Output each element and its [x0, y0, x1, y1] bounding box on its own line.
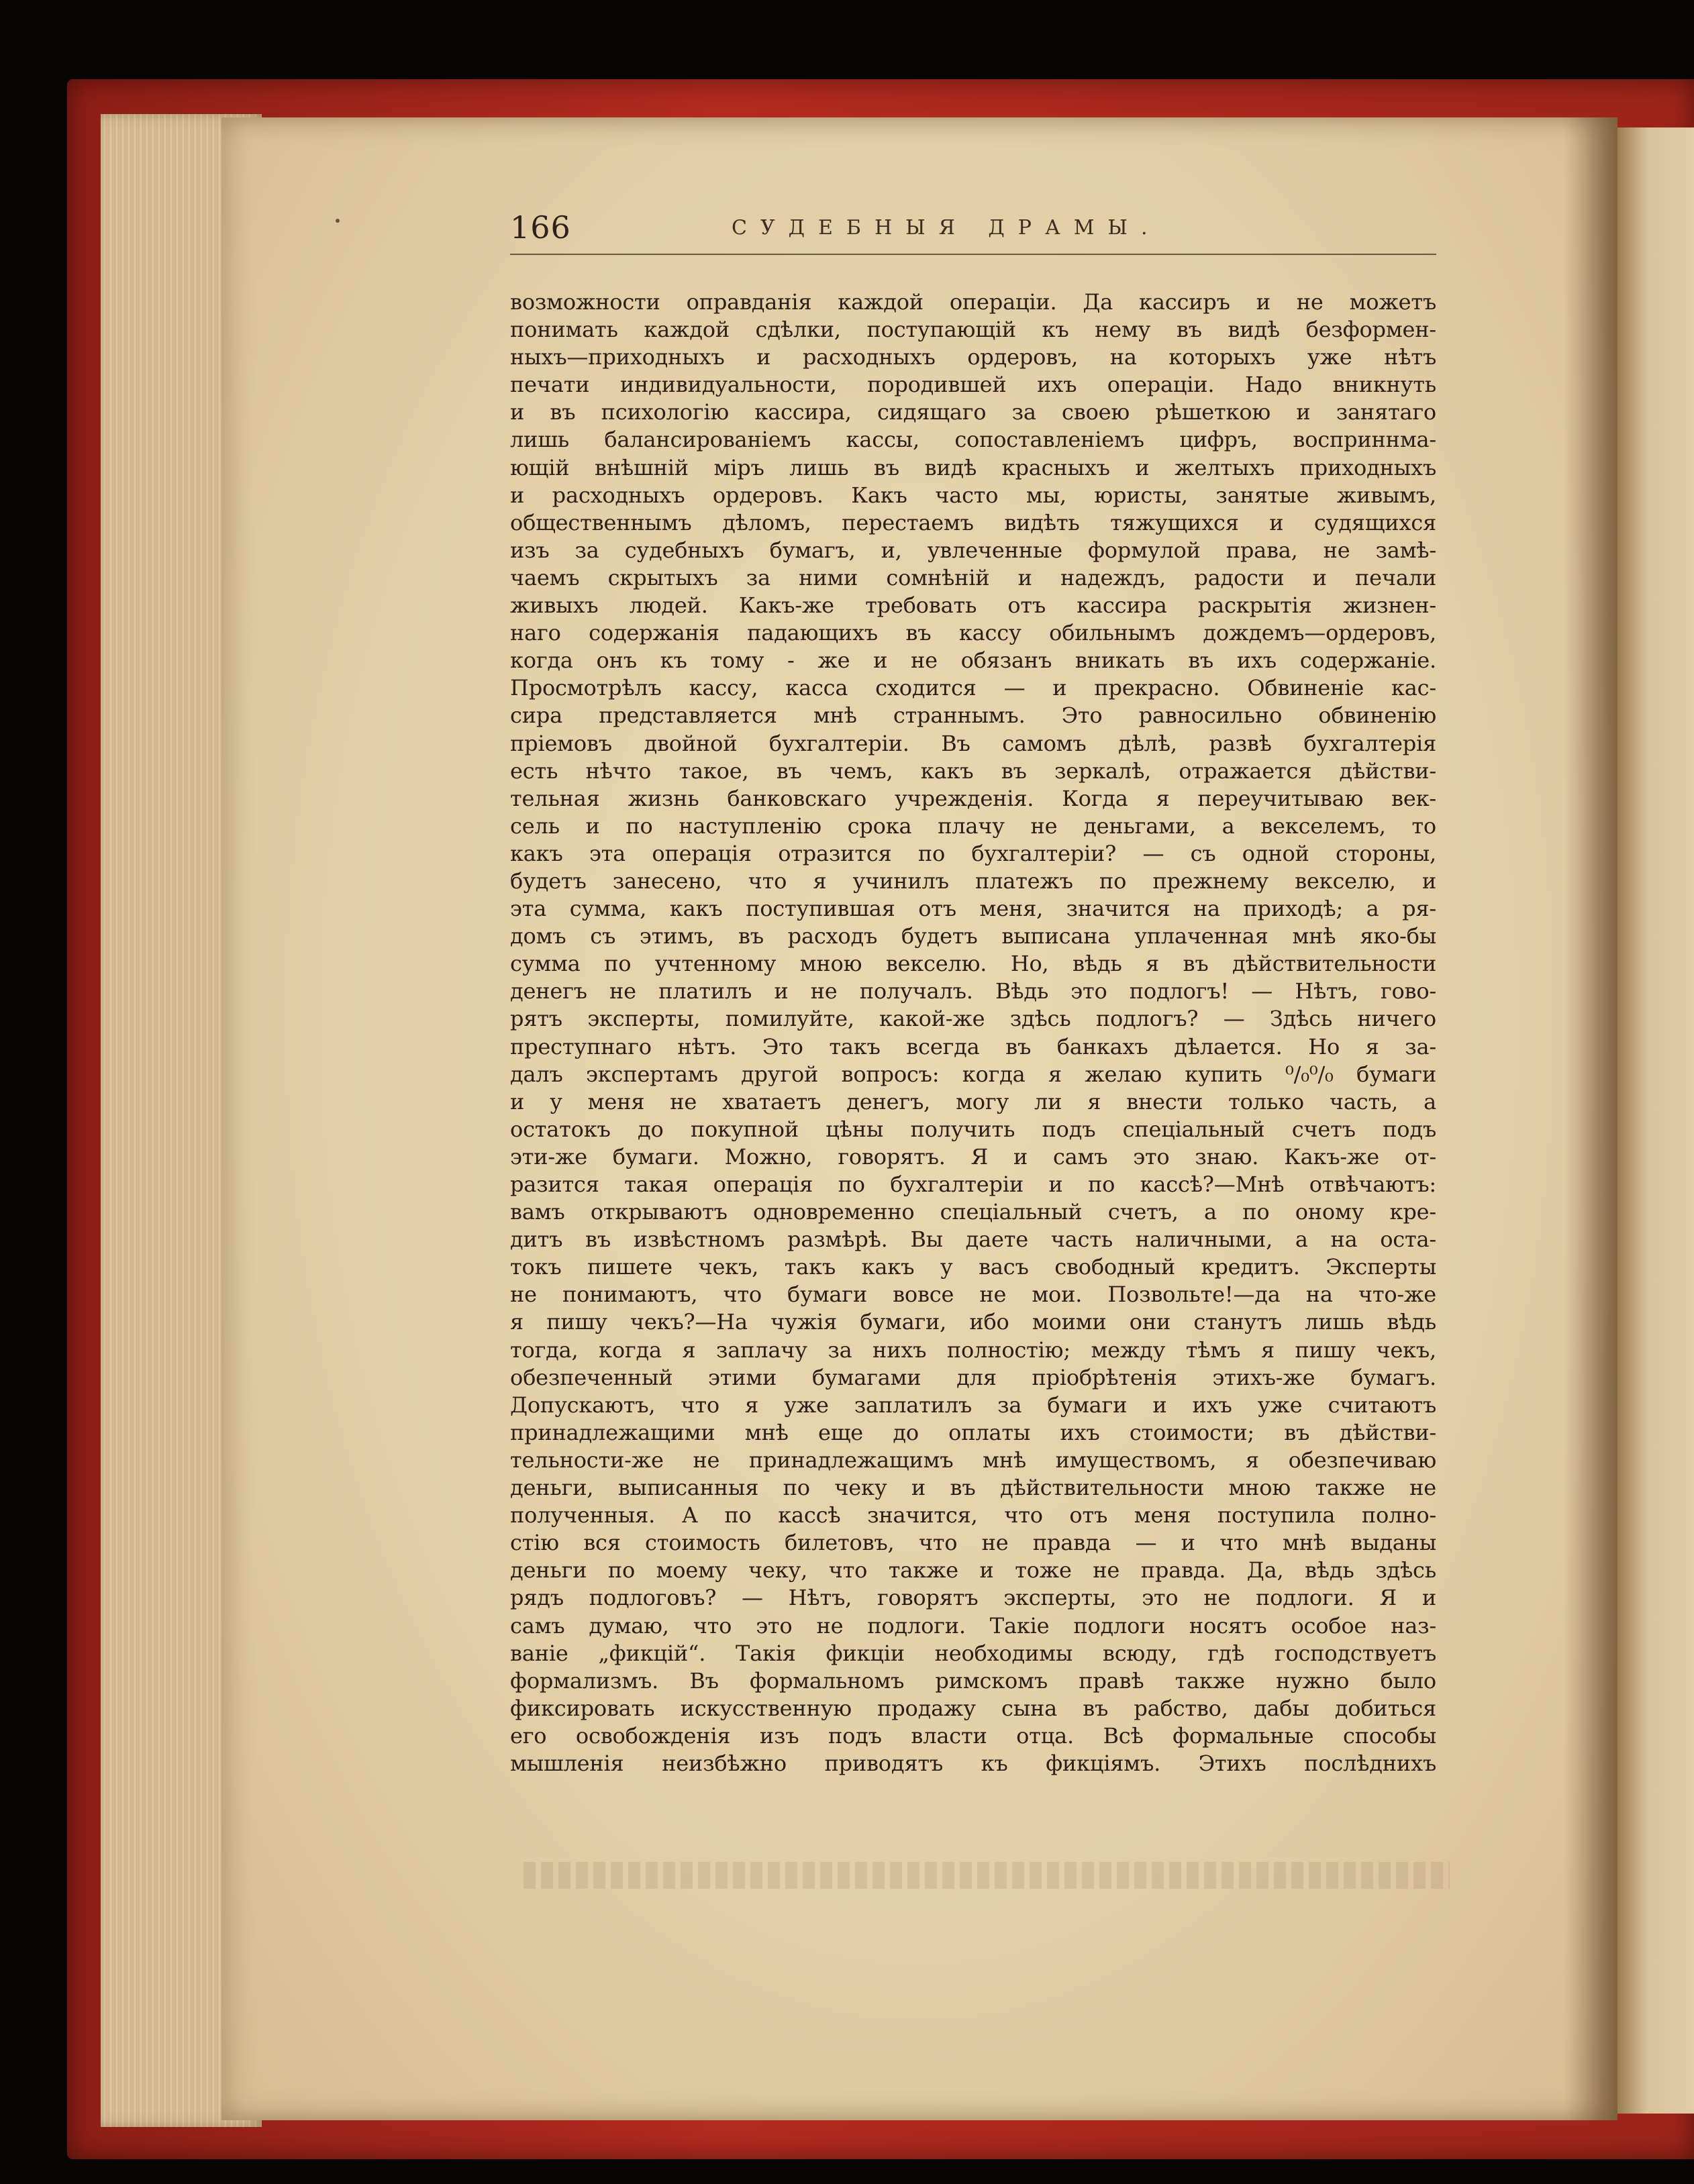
text-line: я пишу чекъ?—На чужія бумаги, ибо моими они станутъ лишь вѣдь [510, 1309, 1436, 1335]
text-line: тельности-же не принадлежащимъ мнѣ имуществомъ, я обезпечиваю [510, 1447, 1436, 1473]
text-line: лишь балансированіемъ кассы, сопоставленіемъ цифръ, восприннма- [510, 427, 1436, 453]
text-line: пріемовъ двойной бухгалтеріи. Въ самомъ дѣлѣ, развѣ бухгалтерія [510, 730, 1436, 756]
text-line: Просмотрѣлъ кассу, касса сходится — и прекрасно. Обвиненіе кас- [510, 675, 1436, 701]
header-rule [510, 254, 1436, 255]
text-line: домъ съ этимъ, въ расходъ будетъ выписана уплаченная мнѣ яко-бы [510, 923, 1436, 949]
text-line: остатокъ до покупной цѣны получить подъ спеціальный счетъ подъ [510, 1116, 1436, 1142]
page-number: 166 [510, 209, 571, 246]
text-line: разится такая операція по бухгалтеріи и по кассѣ?—Мнѣ отвѣчаютъ: [510, 1172, 1436, 1197]
text-line: печати индивидуальности, породившей ихъ операціи. Надо вникнуть [510, 372, 1436, 398]
text-line: преступнаго нѣтъ. Это такъ всегда въ банкахъ дѣлается. Но я за- [510, 1033, 1436, 1059]
text-line: изъ за судебныхъ бумагъ, и, увлеченные формулой права, не замѣ- [510, 537, 1436, 563]
text-line: рятъ эксперты, помилуйте, какой-же здѣсь подлогъ? — Здѣсь ничего [510, 1006, 1436, 1032]
facing-page-edge [1617, 127, 1694, 2114]
text-line: чаемъ скрытыхъ за ними сомнѣній и надеждъ, радости и печали [510, 564, 1436, 590]
text-line: сира представляется мнѣ страннымъ. Это равносильно обвиненію [510, 703, 1436, 729]
text-line: дитъ въ извѣстномъ размѣрѣ. Вы даете часть наличными, а на оста- [510, 1227, 1436, 1253]
text-line: и въ психологію кассира, сидящаго за своею рѣшеткою и занятаго [510, 399, 1436, 425]
text-line: Допускаютъ, что я уже заплатилъ за бумаги и ихъ уже считаютъ [510, 1392, 1436, 1418]
body-text [510, 289, 1436, 1777]
text-line: вамъ открываютъ одновременно спеціальный счетъ, а по оному кре- [510, 1199, 1436, 1225]
text-line: живыхъ людей. Какъ-же требовать отъ кассира раскрытія жизнен- [510, 592, 1436, 619]
text-line: деньги по моему чеку, что также и тоже не правда. Да, вѣдь здѣсь [510, 1557, 1436, 1583]
show-through-text [524, 1862, 1450, 1889]
text-line: эта сумма, какъ поступившая отъ меня, значится на приходѣ; а ря- [510, 896, 1436, 922]
text-line: и расходныхъ ордеровъ. Какъ часто мы, юристы, занятые живымъ, [510, 482, 1436, 508]
running-head [510, 209, 1436, 250]
text-line: его освобожденія изъ подъ власти отца. Всѣ формальные способы [510, 1722, 1436, 1749]
text-line: наго содержанія падающихъ въ кассу обильнымъ дождемъ—ордеровъ, [510, 620, 1436, 646]
text-line: возможности оправданія каждой операціи. Да кассиръ и не можетъ [510, 289, 1436, 315]
text-line: ныхъ—приходныхъ и расходныхъ ордеровъ, на которыхъ уже нѣтъ [510, 344, 1436, 370]
text-line: тельная жизнь банковскаго учрежденія. Когда я переучитываю век- [510, 785, 1436, 811]
text-line: токъ пишете чекъ, такъ какъ у васъ свободный кредитъ. Эксперты [510, 1254, 1436, 1280]
text-line: когда онъ къ тому - же и не обязанъ вникать въ ихъ содержаніе. [510, 647, 1436, 674]
text-line: самъ думаю, что это не подлоги. Такіе подлоги носятъ особое наз- [510, 1612, 1436, 1639]
page-speck [336, 219, 340, 223]
text-line: принадлежащими мнѣ еще до оплаты ихъ стоимости; въ дѣйстви- [510, 1419, 1436, 1445]
page-gutter-shadow [1564, 117, 1617, 2120]
text-line: деньги, выписанныя по чеку и въ дѣйствительности мною также не [510, 1475, 1436, 1501]
text-line: не понимаютъ, что бумаги вовсе не мои. Позвольте!—да на что-же [510, 1282, 1436, 1308]
text-line: стію вся стоимость билетовъ, что не правда — и что мнѣ выданы [510, 1530, 1436, 1556]
running-title: СУДЕБНЫЯ ДРАМЫ. [732, 216, 1161, 240]
text-line: будетъ занесено, что я учинилъ платежъ по прежнему векселю, и [510, 868, 1436, 894]
text-line: понимать каждой сдѣлки, поступающій къ нему въ видѣ безформен- [510, 317, 1436, 343]
text-line: мышленія неизбѣжно приводятъ къ фикціямъ. Этихъ послѣднихъ [510, 1750, 1436, 1776]
text-line: фиксировать искусственную продажу сына въ рабство, дабы добиться [510, 1695, 1436, 1721]
text-line: рядъ подлоговъ? — Нѣтъ, говорятъ эксперты, это не подлоги. Я и [510, 1585, 1436, 1611]
text-line: ющій внѣшній міръ лишь въ видѣ красныхъ и желтыхъ приходныхъ [510, 454, 1436, 480]
text-line: есть нѣчто такое, въ чемъ, какъ въ зеркалѣ, отражается дѣйстви- [510, 758, 1436, 784]
text-line: и у меня не хватаетъ денегъ, могу ли я внести только часть, а [510, 1088, 1436, 1114]
text-line: какъ эта операція отразится по бухгалтеріи? — съ одной стороны, [510, 840, 1436, 866]
text-line: далъ экспертамъ другой вопросъ: когда я желаю купить ⁰/₀⁰/₀ бумаги [510, 1061, 1436, 1087]
text-line: тогда, когда я заплачу за нихъ полностію; между тѣмъ я пишу чекъ, [510, 1337, 1436, 1363]
text-line: формализмъ. Въ формальномъ римскомъ правѣ также нужно было [510, 1667, 1436, 1694]
text-line: денегъ не платилъ и не получалъ. Вѣдь это подлогъ! — Нѣтъ, гово- [510, 978, 1436, 1004]
text-line: полученныя. А по кассѣ значится, что отъ меня поступила полно- [510, 1502, 1436, 1528]
text-line: сумма по учтенному мною векселю. Но, вѣдь я въ дѣйствительности [510, 951, 1436, 977]
text-line: общественнымъ дѣломъ, перестаемъ видѣть тяжущихся и судящихся [510, 509, 1436, 535]
text-line: ваніе „фикцій“. Такія фикціи необходимы всюду, гдѣ господствуетъ [510, 1640, 1436, 1666]
text-line: эти-же бумаги. Можно, говорятъ. Я и самъ это знаю. Какъ-же от- [510, 1143, 1436, 1169]
text-line: сель и по наступленію срока плачу не деньгами, а векселемъ, то [510, 813, 1436, 839]
text-line: обезпеченный этими бумагами для пріобрѣтенія этихъ-же бумагъ. [510, 1364, 1436, 1390]
